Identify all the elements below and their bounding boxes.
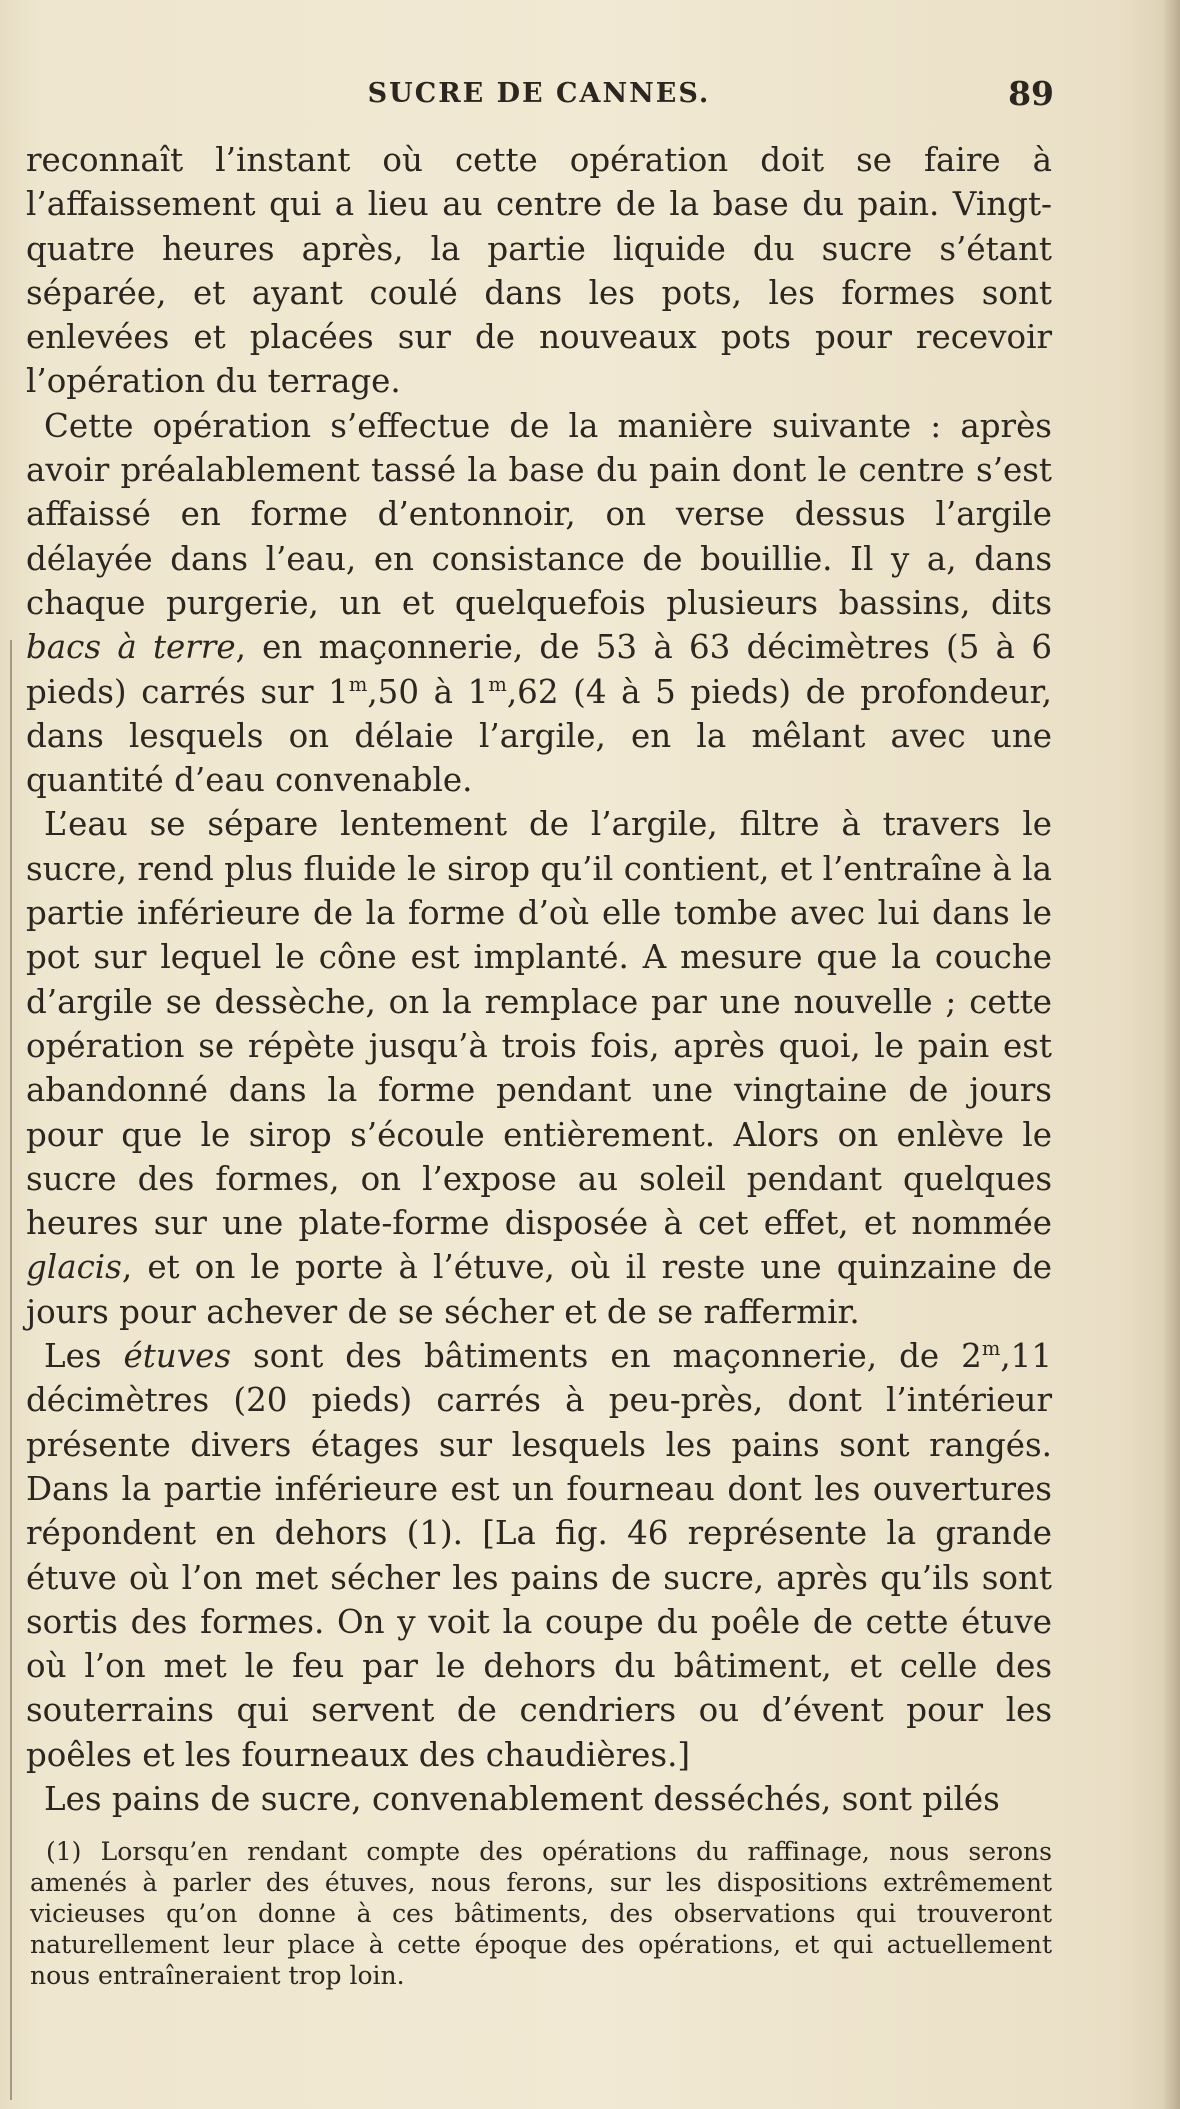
page-number: 89 <box>1008 74 1054 113</box>
paragraph-4-text-b: sont des bâtiments en maçonnerie, de 2 <box>231 1337 982 1376</box>
paragraph-4-text-c: ,11 décimètres (20 pieds) carrés à peu-près, dont l’intérieur présente divers étages sur lesquels les pains sont rangés. Dans la partie inférieure est un fourneau dont les ouvertures répondent en dehors (1). [La fig. 46 représente la grande étuve où l’on met sécher les pains de sucre, après qu’ils sont sortis des formes. On y voit la coupe du poêle de cette étuve où l’on met le feu par le dehors du bâtiment, et celle des souterrains qui servent de cendriers ou d’évent pour les poêles et les fourneaux des chaudières.] <box>26 1337 1053 1774</box>
paragraph-5: Les pains de sucre, convenablement desséchés, sont pilés <box>44 1779 1000 1818</box>
paragraph-4-italic: étuves <box>123 1337 232 1376</box>
paragraph-2-sup-1: m <box>348 672 368 696</box>
paragraph-3 <box>26 802 1052 1334</box>
gutter-rule <box>10 640 12 2100</box>
paragraph-2-sup-2: m <box>488 672 507 696</box>
paragraph-1: reconnaît l’instant où cette opération doit se faire à l’affaissement qui a lieu au centre de la base du pain. Vingt-quatre heures après, la partie liquide du sucre s’étant séparée, et ayant coulé dans les pots, les formes sont enlevées et placées sur de nouveaux pots pour recevoir l’opération du terrage. <box>26 141 1052 401</box>
footnote-text: (1) Lorsqu’en rendant compte des opérations du raffinage, nous serons amenés à parler des étuves, nous ferons, sur les dispositions extrêmement vicieuses qu’on donne à ces bâtiments, des observations qui trouveront naturellement leur place à cette époque des opérations, et qui actuellement nous entraîneraient trop loin. <box>30 1837 1052 1990</box>
paragraph-4-text-a: Les <box>44 1337 124 1376</box>
paragraph-4-sup-1: m <box>981 1337 1001 1361</box>
body-text <box>26 138 1052 1821</box>
running-head: SUCRE DE CANNES. <box>367 78 711 109</box>
paragraph-2-text-a: Cette opération s’effectue de la manière suivante : après avoir préalablement tassé la base du pain dont le centre s’est affaissé en forme d’entonnoir, on verse dessus l’argile délayée dans l’eau, en consistance de bouillie. Il y a, dans chaque purgerie, un et quelquefois plusieurs bassins, dits <box>26 406 1052 622</box>
paragraph-4 <box>26 1334 1052 1777</box>
page-edge-shadow <box>1162 0 1180 2109</box>
paragraph-2-italic: bacs à terre <box>26 628 236 667</box>
paragraph-2-text-c: ,50 à 1 <box>367 672 489 711</box>
paragraph-3-italic: glacis <box>26 1248 122 1287</box>
paragraph-2-text-d: ,62 (4 à 5 pieds) de profondeur, dans lesquels on délaie l’argile, en la mêlant avec une quantité d’eau convenable. <box>26 672 1052 800</box>
paragraph-2 <box>26 404 1052 803</box>
paragraph-3-text-b: , et on le porte à l’étuve, où il reste une quinzaine de jours pour achever de se sécher et de se raffermir. <box>26 1248 1052 1331</box>
footnote <box>30 1836 1052 1991</box>
page-header <box>24 74 1054 118</box>
paragraph-2-text-b: , en maçonnerie, de 53 à 63 décimètres (5 à 6 pieds) carrés sur 1 <box>26 628 1052 711</box>
paragraph-3-text-a: L’eau se sépare lentement de l’argile, filtre à travers le sucre, rend plus fluide le sirop qu’il contient, et l’entraîne à la partie inférieure de la forme d’où elle tombe avec lui dans le pot sur lequel le cône est implanté. A mesure que la couche d’argile se dessèche, on la remplace par une nouvelle ; cette opération se répète jusqu’à trois fois, après quoi, le pain est abandonné dans la forme pendant une vingtaine de jours pour que le sirop s’écoule entièrement. Alors on enlève le sucre des formes, on l’expose au soleil pendant quelques heures sur une plate-forme disposée à cet effet, et nommée <box>26 805 1052 1243</box>
